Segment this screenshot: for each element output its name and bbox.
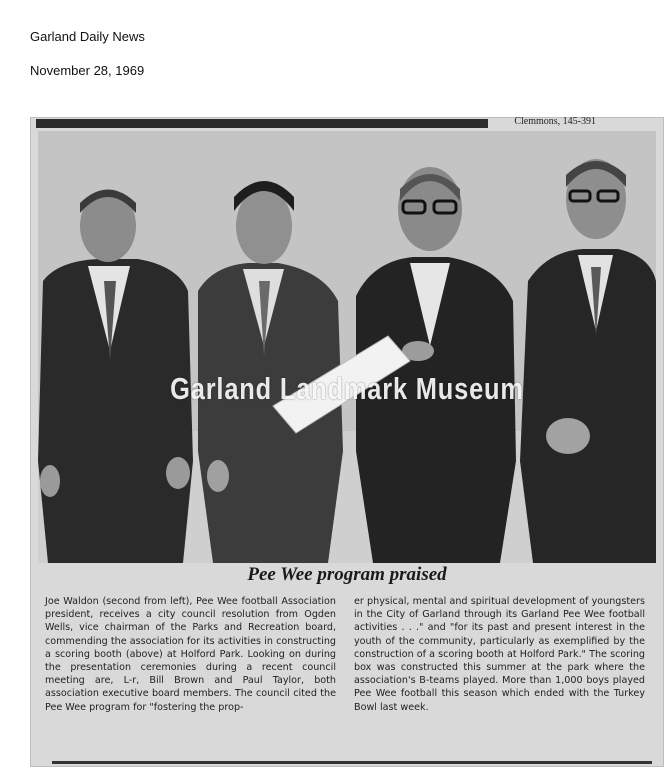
photo-men-presentation xyxy=(38,131,656,563)
article-headline: Pee Wee program praised xyxy=(247,564,447,585)
publication-name: Garland Daily News xyxy=(30,29,145,44)
newspaper-clipping xyxy=(30,117,664,767)
caption-column-left: Joe Waldon (second from left), Pee Wee football Association president, receives a city council resolution from Ogden Wells, vice chairman of the Parks and Recreation board, commending the association for its activities in constructing a scoring booth (above) at Holford Park. Looking on during the presentation ceremonies during a recent council meeting are, L-r, Bill Brown and Paul Taylor, both association executive board members. The council cited the Pee Wee program for "fostering the prop- xyxy=(45,596,336,713)
clipping-bottom-rule xyxy=(52,761,652,764)
clipping-top-fragment: Clemmons, 145-391 xyxy=(514,117,596,127)
clipping-top-rule xyxy=(36,119,488,128)
caption-column-right: er physical, mental and spiritual development of youngsters in the City of Garland through its Garland Pee Wee football activities . . ." and "for its past and present interest in the youth of the community, particularly as exemplified by the construction of a scoring booth at Holford Park." The scoring box was constructed this summer at the park where the association's B-teams played. More than 1,000 boys played Pee Wee football this season which ended with the Turkey Bowl last week. xyxy=(354,596,645,713)
publication-date: November 28, 1969 xyxy=(30,63,145,78)
museum-watermark: Garland Landmark Museum xyxy=(170,371,524,406)
news-photo xyxy=(38,131,656,563)
